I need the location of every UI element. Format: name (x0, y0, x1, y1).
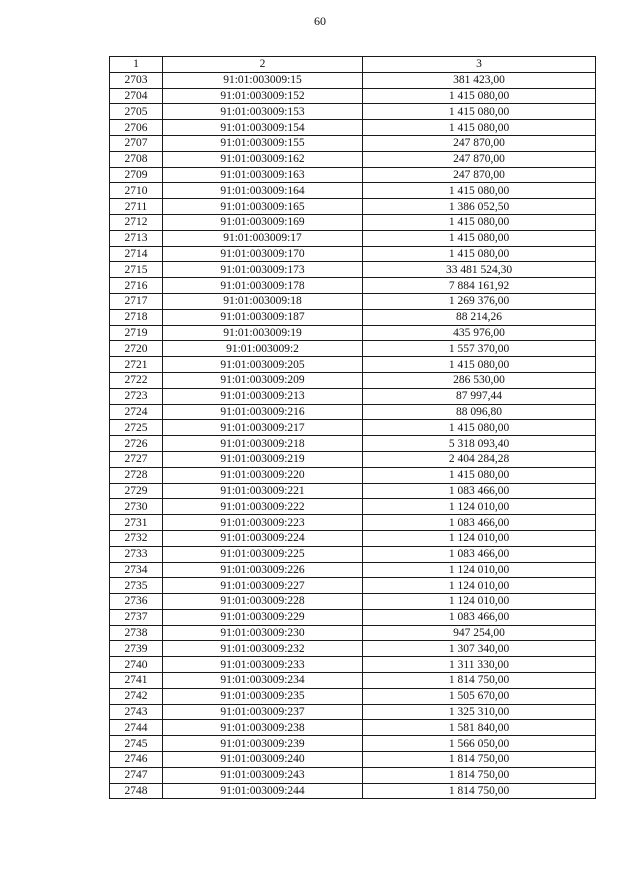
cadastral-value-cell: 1 325 310,00 (363, 704, 596, 720)
cadastral-value-cell: 1 415 080,00 (363, 183, 596, 199)
table-row (110, 767, 596, 783)
table-row (110, 151, 596, 167)
cadastral-number-cell: 91:01:003009:2 (163, 341, 363, 357)
cadastral-number-cell: 91:01:003009:222 (163, 499, 363, 515)
row-number-cell: 2713 (110, 230, 163, 246)
row-number-cell: 2720 (110, 341, 163, 357)
cadastral-number-cell: 91:01:003009:152 (163, 88, 363, 104)
table-row (110, 783, 596, 799)
cadastral-value-cell: 7 884 161,92 (363, 278, 596, 294)
table-row (110, 341, 596, 357)
table-row (110, 278, 596, 294)
cadastral-number-cell: 91:01:003009:19 (163, 325, 363, 341)
page-number: 60 (314, 14, 326, 28)
table-row (110, 230, 596, 246)
table-row (110, 578, 596, 594)
cadastral-value-cell: 88 214,26 (363, 309, 596, 325)
table-header (110, 57, 596, 73)
row-number-cell: 2722 (110, 372, 163, 388)
cadastral-value-cell: 1 124 010,00 (363, 578, 596, 594)
table-row (110, 183, 596, 199)
cadastral-value-cell: 435 976,00 (363, 325, 596, 341)
row-number-cell: 2710 (110, 183, 163, 199)
row-number-cell: 2721 (110, 357, 163, 373)
cadastral-value-cell: 1 415 080,00 (363, 104, 596, 120)
row-number-cell: 2730 (110, 499, 163, 515)
table-row (110, 562, 596, 578)
row-number-cell: 2727 (110, 451, 163, 467)
row-number-cell: 2725 (110, 420, 163, 436)
cadastral-number-cell: 91:01:003009:218 (163, 436, 363, 452)
table-row (110, 214, 596, 230)
row-number-cell: 2744 (110, 720, 163, 736)
cadastral-value-cell: 1 557 370,00 (363, 341, 596, 357)
row-number-cell: 2717 (110, 293, 163, 309)
cadastral-number-cell: 91:01:003009:163 (163, 167, 363, 183)
table-row (110, 609, 596, 625)
cadastral-value-cell: 1 083 466,00 (363, 609, 596, 625)
table-row (110, 72, 596, 88)
row-number-cell: 2728 (110, 467, 163, 483)
cadastral-value-cell: 1 386 052,50 (363, 199, 596, 215)
cadastral-value-cell: 1 124 010,00 (363, 594, 596, 610)
table-row (110, 262, 596, 278)
cadastral-value-cell: 33 481 524,30 (363, 262, 596, 278)
cadastral-number-cell: 91:01:003009:233 (163, 657, 363, 673)
cadastral-number-cell: 91:01:003009:165 (163, 199, 363, 215)
cadastral-value-cell: 1 415 080,00 (363, 246, 596, 262)
table-row (110, 530, 596, 546)
row-number-cell: 2743 (110, 704, 163, 720)
cadastral-value-cell: 247 870,00 (363, 135, 596, 151)
row-number-cell: 2716 (110, 278, 163, 294)
cadastral-number-cell: 91:01:003009:216 (163, 404, 363, 420)
cadastral-number-cell: 91:01:003009:178 (163, 278, 363, 294)
table-row (110, 388, 596, 404)
row-number-cell: 2740 (110, 657, 163, 673)
cadastral-value-cell: 1 814 750,00 (363, 752, 596, 768)
cadastral-value-cell: 1 505 670,00 (363, 688, 596, 704)
table-row (110, 594, 596, 610)
row-number-cell: 2707 (110, 135, 163, 151)
table-row (110, 199, 596, 215)
cadastral-number-cell: 91:01:003009:240 (163, 752, 363, 768)
table-row (110, 436, 596, 452)
table-row (110, 325, 596, 341)
table-row (110, 499, 596, 515)
cadastral-value-cell: 87 997,44 (363, 388, 596, 404)
cadastral-value-cell: 1 814 750,00 (363, 673, 596, 689)
cadastral-number-cell: 91:01:003009:219 (163, 451, 363, 467)
cadastral-value-cell: 5 318 093,40 (363, 436, 596, 452)
cadastral-value-cell: 1 415 080,00 (363, 214, 596, 230)
row-number-cell: 2747 (110, 767, 163, 783)
row-number-cell: 2703 (110, 72, 163, 88)
cadastral-number-cell: 91:01:003009:225 (163, 546, 363, 562)
cadastral-value-cell: 1 814 750,00 (363, 767, 596, 783)
cadastral-number-cell: 91:01:003009:232 (163, 641, 363, 657)
row-number-cell: 2748 (110, 783, 163, 799)
cadastral-number-cell: 91:01:003009:234 (163, 673, 363, 689)
row-number-cell: 2708 (110, 151, 163, 167)
cadastral-number-cell: 91:01:003009:169 (163, 214, 363, 230)
cadastral-value-cell: 247 870,00 (363, 151, 596, 167)
cadastral-number-cell: 91:01:003009:173 (163, 262, 363, 278)
cadastral-value-cell: 1 415 080,00 (363, 420, 596, 436)
row-number-cell: 2709 (110, 167, 163, 183)
cadastral-number-cell: 91:01:003009:170 (163, 246, 363, 262)
cadastral-number-cell: 91:01:003009:154 (163, 120, 363, 136)
row-number-cell: 2723 (110, 388, 163, 404)
cadastral-number-cell: 91:01:003009:220 (163, 467, 363, 483)
row-number-cell: 2715 (110, 262, 163, 278)
cadastral-value-cell: 1 415 080,00 (363, 120, 596, 136)
row-number-cell: 2711 (110, 199, 163, 215)
table-row (110, 467, 596, 483)
cadastral-value-cell: 947 254,00 (363, 625, 596, 641)
cadastral-number-cell: 91:01:003009:229 (163, 609, 363, 625)
cadastral-value-cell: 2 404 284,28 (363, 451, 596, 467)
cadastral-number-cell: 91:01:003009:230 (163, 625, 363, 641)
table-row (110, 104, 596, 120)
table-row (110, 720, 596, 736)
table-row (110, 293, 596, 309)
row-number-cell: 2745 (110, 736, 163, 752)
table-row (110, 246, 596, 262)
cadastral-value-cell: 381 423,00 (363, 72, 596, 88)
row-number-cell: 2714 (110, 246, 163, 262)
cadastral-value-cell: 1 311 330,00 (363, 657, 596, 673)
row-number-cell: 2729 (110, 483, 163, 499)
cadastral-number-cell: 91:01:003009:239 (163, 736, 363, 752)
row-number-cell: 2705 (110, 104, 163, 120)
cadastral-number-cell: 91:01:003009:164 (163, 183, 363, 199)
cadastral-number-cell: 91:01:003009:235 (163, 688, 363, 704)
cadastral-value-cell: 1 124 010,00 (363, 530, 596, 546)
cadastral-number-cell: 91:01:003009:227 (163, 578, 363, 594)
table-row (110, 483, 596, 499)
table-row (110, 515, 596, 531)
cadastral-value-cell: 1 566 050,00 (363, 736, 596, 752)
table-row (110, 372, 596, 388)
cadastral-value-cell: 1 415 080,00 (363, 467, 596, 483)
cadastral-number-cell: 91:01:003009:226 (163, 562, 363, 578)
cadastral-value-cell: 1 581 840,00 (363, 720, 596, 736)
row-number-cell: 2724 (110, 404, 163, 420)
table-row (110, 120, 596, 136)
row-number-cell: 2738 (110, 625, 163, 641)
cadastral-value-cell: 1 415 080,00 (363, 357, 596, 373)
row-number-cell: 2732 (110, 530, 163, 546)
cadastral-number-cell: 91:01:003009:221 (163, 483, 363, 499)
cadastral-value-table (109, 56, 596, 799)
cadastral-number-cell: 91:01:003009:187 (163, 309, 363, 325)
row-number-cell: 2718 (110, 309, 163, 325)
table-row (110, 657, 596, 673)
cadastral-value-cell: 1 124 010,00 (363, 499, 596, 515)
row-number-cell: 2737 (110, 609, 163, 625)
cadastral-value-cell: 1 814 750,00 (363, 783, 596, 799)
row-number-cell: 2746 (110, 752, 163, 768)
cadastral-value-cell: 1 083 466,00 (363, 515, 596, 531)
header-column-3: 3 (363, 57, 596, 73)
row-number-cell: 2739 (110, 641, 163, 657)
row-number-cell: 2731 (110, 515, 163, 531)
cadastral-value-cell: 1 415 080,00 (363, 88, 596, 104)
header-row (110, 57, 596, 73)
cadastral-number-cell: 91:01:003009:238 (163, 720, 363, 736)
cadastral-value-cell: 1 124 010,00 (363, 562, 596, 578)
table-row (110, 641, 596, 657)
cadastral-value-cell: 1 269 376,00 (363, 293, 596, 309)
cadastral-number-cell: 91:01:003009:162 (163, 151, 363, 167)
cadastral-number-cell: 91:01:003009:223 (163, 515, 363, 531)
cadastral-number-cell: 91:01:003009:153 (163, 104, 363, 120)
cadastral-number-cell: 91:01:003009:228 (163, 594, 363, 610)
cadastral-value-cell: 1 083 466,00 (363, 546, 596, 562)
cadastral-number-cell: 91:01:003009:209 (163, 372, 363, 388)
cadastral-value-cell: 1 307 340,00 (363, 641, 596, 657)
cadastral-number-cell: 91:01:003009:205 (163, 357, 363, 373)
row-number-cell: 2741 (110, 673, 163, 689)
row-number-cell: 2742 (110, 688, 163, 704)
row-number-cell: 2734 (110, 562, 163, 578)
row-number-cell: 2736 (110, 594, 163, 610)
cadastral-number-cell: 91:01:003009:18 (163, 293, 363, 309)
table-row (110, 625, 596, 641)
cadastral-value-cell: 286 530,00 (363, 372, 596, 388)
table-row (110, 88, 596, 104)
cadastral-value-cell: 1 083 466,00 (363, 483, 596, 499)
table-row (110, 752, 596, 768)
cadastral-number-cell: 91:01:003009:155 (163, 135, 363, 151)
table-row (110, 546, 596, 562)
cadastral-number-cell: 91:01:003009:17 (163, 230, 363, 246)
cadastral-value-cell: 247 870,00 (363, 167, 596, 183)
table-row (110, 404, 596, 420)
row-number-cell: 2733 (110, 546, 163, 562)
table-row (110, 135, 596, 151)
header-column-1: 1 (110, 57, 163, 73)
row-number-cell: 2735 (110, 578, 163, 594)
table-row (110, 309, 596, 325)
table-body (110, 72, 596, 799)
cadastral-number-cell: 91:01:003009:217 (163, 420, 363, 436)
cadastral-number-cell: 91:01:003009:244 (163, 783, 363, 799)
cadastral-value-cell: 1 415 080,00 (363, 230, 596, 246)
table-row (110, 451, 596, 467)
cadastral-number-cell: 91:01:003009:213 (163, 388, 363, 404)
cadastral-number-cell: 91:01:003009:15 (163, 72, 363, 88)
cadastral-number-cell: 91:01:003009:243 (163, 767, 363, 783)
cadastral-number-cell: 91:01:003009:237 (163, 704, 363, 720)
table-row (110, 420, 596, 436)
row-number-cell: 2706 (110, 120, 163, 136)
cadastral-value-cell: 88 096,80 (363, 404, 596, 420)
row-number-cell: 2726 (110, 436, 163, 452)
row-number-cell: 2704 (110, 88, 163, 104)
header-column-2: 2 (163, 57, 363, 73)
table-row (110, 704, 596, 720)
table-row (110, 736, 596, 752)
table-row (110, 688, 596, 704)
row-number-cell: 2712 (110, 214, 163, 230)
cadastral-number-cell: 91:01:003009:224 (163, 530, 363, 546)
table-row (110, 357, 596, 373)
row-number-cell: 2719 (110, 325, 163, 341)
table-row (110, 673, 596, 689)
table-row (110, 167, 596, 183)
